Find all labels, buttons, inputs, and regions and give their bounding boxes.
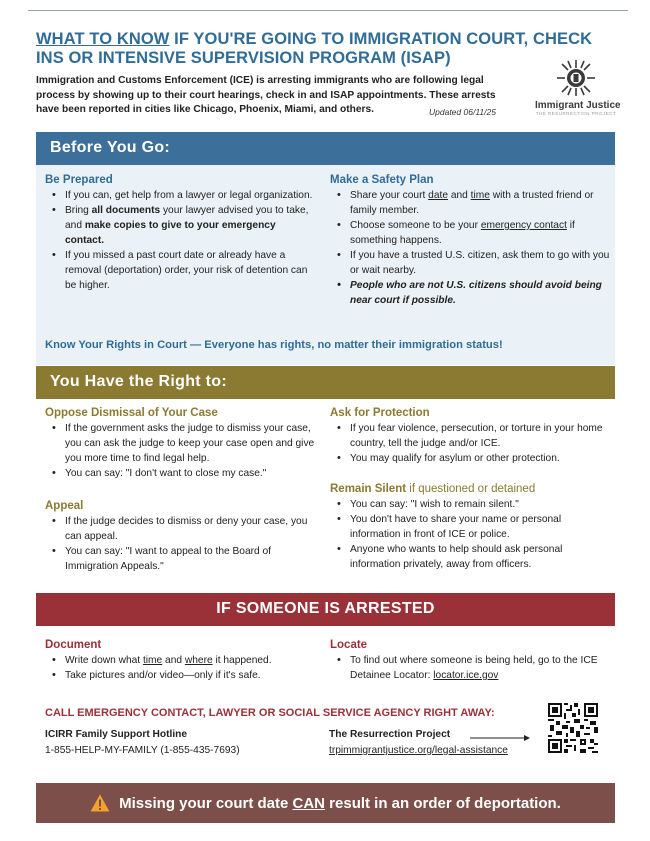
locate-heading: Locate bbox=[330, 639, 368, 651]
hotline-name: ICIRR Family Support Hotline bbox=[45, 729, 188, 740]
warning-icon bbox=[90, 794, 110, 812]
resurrection-project-block bbox=[329, 727, 508, 759]
immigrant-justice-logo bbox=[535, 58, 621, 116]
page-title bbox=[36, 30, 616, 68]
appeal-section bbox=[45, 500, 320, 574]
qr-code-icon[interactable] bbox=[548, 703, 598, 753]
sun-emblem-icon bbox=[554, 58, 598, 98]
logo-subtitle: THE RESURRECTION PROJECT bbox=[535, 111, 617, 116]
trp-name: The Resurrection Project bbox=[329, 729, 451, 740]
list-item: • If the judge decides to dismiss or deny your case, you can appeal. bbox=[45, 514, 320, 544]
logo-name: Immigrant Justice bbox=[535, 100, 621, 111]
appeal-heading: Appeal bbox=[45, 500, 84, 512]
title-underlined: WHAT TO KNOW bbox=[36, 30, 170, 48]
list-item: • You don't have to share your name or personal information in front of ICE or police. bbox=[330, 512, 610, 542]
list-item: • Choose someone to be your emergency contact if something happens. bbox=[330, 218, 610, 248]
list-item: • Take pictures and/or video—only if it's safe. bbox=[45, 668, 320, 683]
list-item: • If you missed a past court date or already have a removal (deportation) order, your risk of detention can be higher. bbox=[45, 248, 315, 293]
warning-text: Missing your court date CAN result in an order of deportation. bbox=[119, 794, 561, 812]
oppose-dismissal-section bbox=[45, 407, 320, 481]
ask-protection-section bbox=[330, 407, 610, 466]
safety-plan-section bbox=[330, 174, 610, 308]
top-divider bbox=[28, 10, 628, 11]
list-item: • If you have a trusted U.S. citizen, ask them to go with you or wait nearby. bbox=[330, 248, 610, 278]
locate-section bbox=[330, 639, 610, 683]
rights-band: You Have the Right to: bbox=[36, 366, 615, 399]
list-item: • You can say: "I don't want to close my case." bbox=[45, 466, 320, 481]
document-heading: Document bbox=[45, 639, 102, 651]
arrested-band: IF SOMEONE IS ARRESTED bbox=[36, 593, 615, 626]
call-emergency-line: CALL EMERGENCY CONTACT, LAWYER OR SOCIAL SERVICE AGENCY RIGHT AWAY: bbox=[45, 707, 495, 719]
list-item: • If the government asks the judge to dismiss your case, you can ask the judge to keep your case open and give you more time to find legal help. bbox=[45, 421, 320, 466]
list-item: • People who are not U.S. citizens should avoid being near court if possible. bbox=[330, 278, 610, 308]
oppose-dismissal-heading: Oppose Dismissal of Your Case bbox=[45, 407, 218, 419]
remain-silent-heading: Remain Silent if questioned or detained bbox=[330, 483, 536, 495]
list-item: • Write down what time and where it happened. bbox=[45, 653, 320, 668]
deportation-warning-band bbox=[36, 783, 615, 823]
title-rest: IF YOU'RE GOING TO IMMIGRATION COURT, CHECK INS OR INTENSIVE SUPERVISION PROGRAM (ISAP) bbox=[36, 30, 593, 67]
arrow-right-icon bbox=[470, 734, 530, 742]
list-item: • To find out where someone is being held, go to the ICE Detainee Locator: locator.ice.gov bbox=[330, 653, 610, 683]
hotline-number[interactable]: 1-855-HELP-MY-FAMILY (1-855-435-7693) bbox=[45, 745, 240, 756]
trp-link[interactable]: trpimmigrantjustice.org/legal-assistance bbox=[329, 745, 508, 756]
list-item: • Bring all documents your lawyer advised you to take, and make copies to give to your emergency contact. bbox=[45, 203, 315, 248]
know-your-rights-line: Know Your Rights in Court — Everyone has rights, no matter their immigration status! bbox=[45, 339, 503, 351]
be-prepared-heading: Be Prepared bbox=[45, 174, 113, 186]
list-item: • You can say: "I wish to remain silent." bbox=[330, 497, 610, 512]
ice-locator-link[interactable]: locator.ice.gov bbox=[433, 670, 499, 681]
list-item: • If you fear violence, persecution, or torture in your home country, tell the judge and/or ICE. bbox=[330, 421, 610, 451]
document-section bbox=[45, 639, 320, 683]
intro-text: Immigration and Customs Enforcement (ICE) is arresting immigrants who are following legal process by showing up to their court hearings, check in and ISAP appointments. These arrests have been reported in cities like Chicago, Phoenix, Miami, and others. bbox=[36, 75, 496, 115]
list-item: • Anyone who wants to help should ask personal information privately, away from officers. bbox=[330, 542, 610, 572]
ask-protection-heading: Ask for Protection bbox=[330, 407, 430, 419]
hotline-block bbox=[45, 727, 240, 759]
list-item: • You may qualify for asylum or other protection. bbox=[330, 451, 610, 466]
before-you-go-band: Before You Go: bbox=[36, 132, 615, 165]
be-prepared-section bbox=[45, 174, 315, 293]
list-item: • Share your court date and time with a trusted friend or family member. bbox=[330, 188, 610, 218]
list-item: • If you can, get help from a lawyer or legal organization. bbox=[45, 188, 315, 203]
remain-silent-section bbox=[330, 483, 610, 572]
updated-date: Updated 06/11/25 bbox=[429, 107, 496, 117]
safety-plan-heading: Make a Safety Plan bbox=[330, 174, 434, 186]
list-item: • You can say: "I want to appeal to the Board of Immigration Appeals." bbox=[45, 544, 320, 574]
